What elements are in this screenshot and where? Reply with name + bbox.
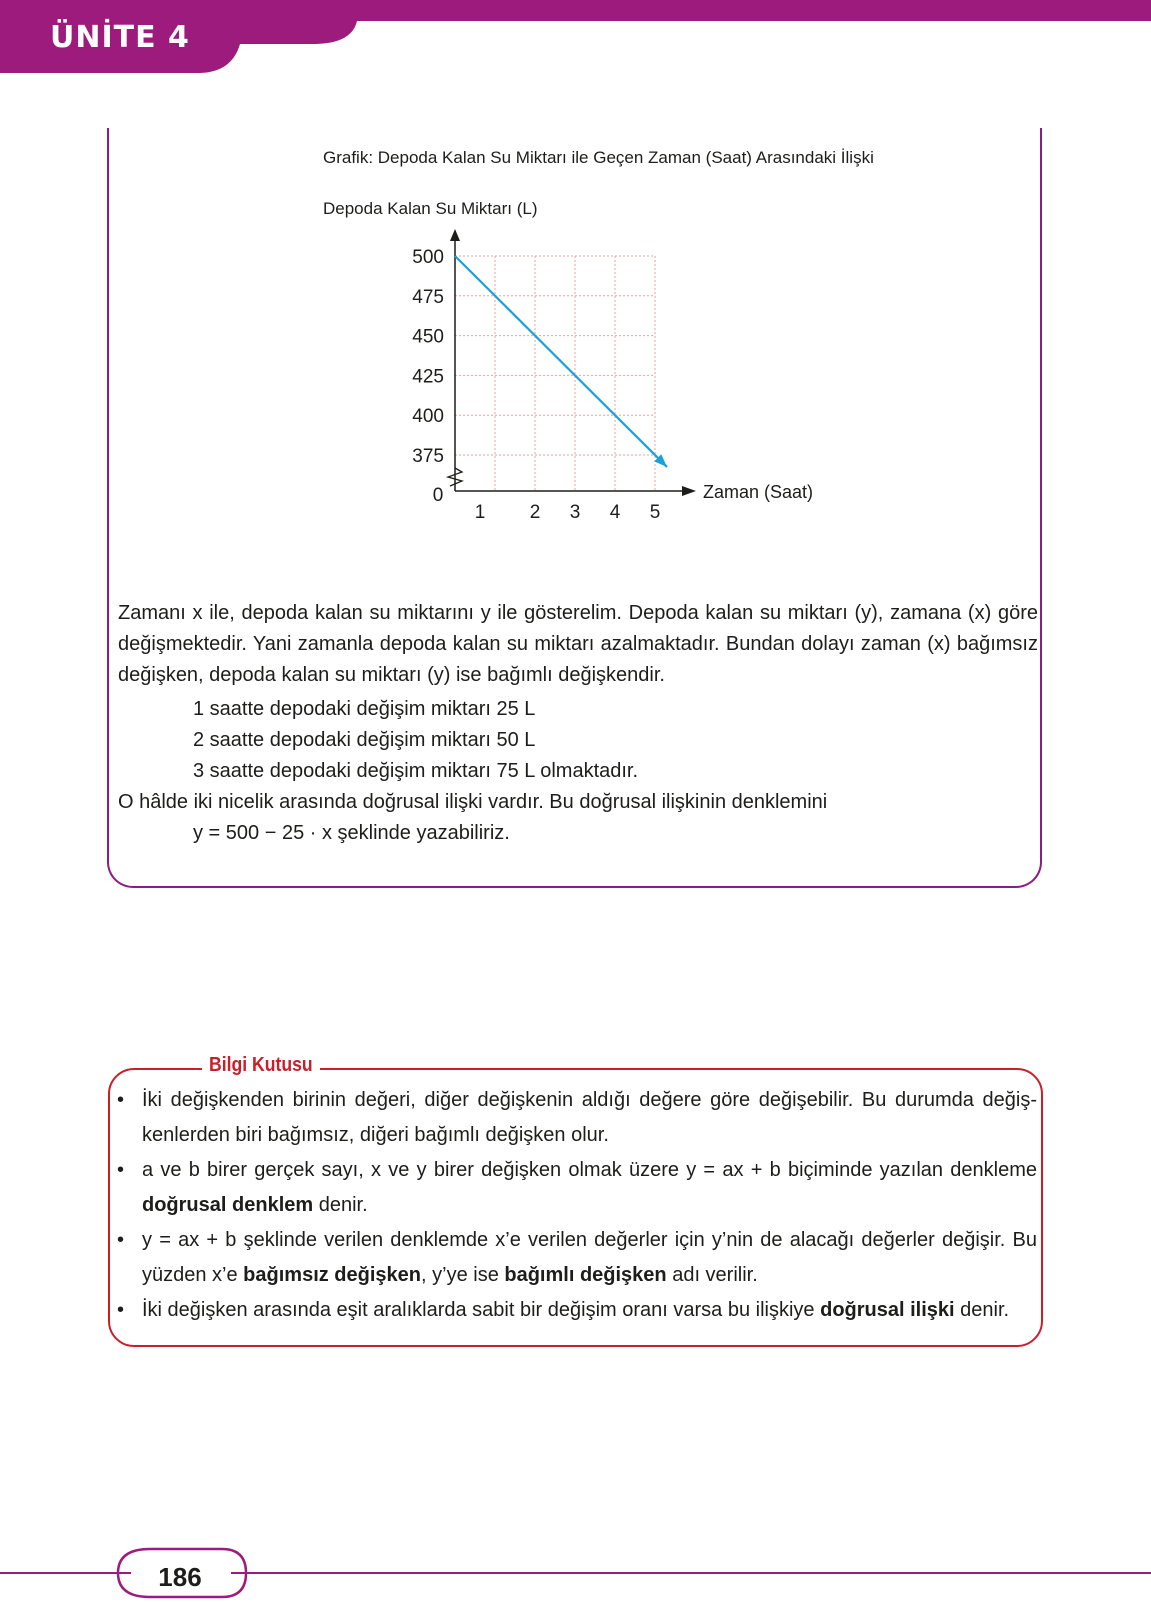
page-number: 186 [158, 1562, 202, 1592]
chart-grid [455, 256, 655, 491]
term-linear-equation: doğrusal denklem [142, 1194, 314, 1216]
info-item: • a ve b birer gerçek sayı, x ve y birer değişken olmak üzere y = ax + b biçiminde yazılan denkleme doğrusal denklem denir. [117, 1153, 1037, 1223]
x-tick-label: 4 [609, 502, 621, 523]
x-tick-label: 1 [474, 502, 486, 523]
x-tick-label: 2 [529, 502, 541, 523]
y-tick-label: 425 [412, 366, 444, 388]
bullet: • [117, 1229, 125, 1251]
chart-title: Grafik: Depoda Kalan Su Miktarı ile Geçen Zaman (Saat) Arasındaki İlişki [323, 148, 874, 167]
bullet: • [117, 1159, 125, 1181]
change-line-2: 2 saatte depodaki değişim miktarı 50 L [193, 729, 536, 751]
y-axis-label: Depoda Kalan Su Miktarı (L) [323, 199, 538, 218]
y-tick-label: 450 [412, 326, 444, 348]
line-chart [0, 0, 1151, 560]
conclusion-line: O hâlde iki nicelik arasında doğrusal ilişki vardır. Bu doğrusal ilişkinin denklemini [118, 791, 828, 813]
series-line [455, 256, 667, 467]
chart-series [455, 256, 667, 467]
bullet: • [117, 1299, 125, 1321]
y-tick-label: 375 [412, 446, 444, 467]
term-independent-variable: bağımsız değişken [243, 1264, 422, 1286]
y-axis-arrow [450, 229, 460, 241]
unit-title: ÜNİTE 4 [50, 20, 190, 55]
change-line-3: 3 saatte depodaki değişim miktarı 75 L olmaktadır. [193, 760, 639, 782]
y-tick-label: 500 [412, 247, 444, 268]
x-axis-label: Zaman (Saat) [703, 482, 814, 502]
term-linear-relation: doğrusal ilişki [820, 1299, 955, 1321]
y-tick-label: 475 [412, 286, 444, 308]
term-dependent-variable: bağımlı değişken [504, 1264, 667, 1286]
change-line-1: 1 saatte depodaki değişim miktarı 25 L [193, 698, 536, 720]
example-paragraph: Zamanı x ile, depoda kalan su miktarını y ile gösterelim. Depoda kalan su miktarı (y), zamana (x) göre değişmektedir. Yani zamanla depoda kalan su miktarı azalmaktadır. Bundan dolayı zaman (x) bağımsız değişken, depoda kalan su miktarı (y) ise bağımlı değişkendir. [118, 602, 1038, 686]
info-item: • İki değişkenden birinin değeri, diğer değişkenin aldığı değere göre değişebilir. Bu durumda değişkenlerden biri bağımsız, diğeri bağımlı değişken olur. [117, 1083, 1037, 1153]
info-item: • İki değişken arasında eşit aralıklarda sabit bir değişim oranı varsa bu ilişkiye doğrusal ilişki denir. [117, 1293, 1037, 1328]
x-axis-arrow [682, 486, 696, 496]
chart-axes [448, 229, 696, 496]
info-box-title: Bilgi Kutusu [202, 1054, 320, 1077]
equation-line: y = 500 − 25 · x şeklinde yazabiliriz. [193, 822, 510, 844]
info-item: • y = ax + b şeklinde verilen denklemde x’e verilen değerler için y’nin de alacağı değerler değişir. Bu yüzden x’e bağımsız değişken, y’ye ise bağımlı değişken adı verilir. [117, 1223, 1037, 1293]
x-tick-label: 3 [569, 502, 581, 523]
info-list [117, 1083, 1037, 1328]
origin-label: 0 [432, 485, 444, 506]
chart-tick-labels [412, 247, 660, 523]
bullet: • [117, 1089, 125, 1111]
x-tick-label: 5 [649, 502, 661, 523]
y-tick-label: 400 [412, 406, 444, 428]
